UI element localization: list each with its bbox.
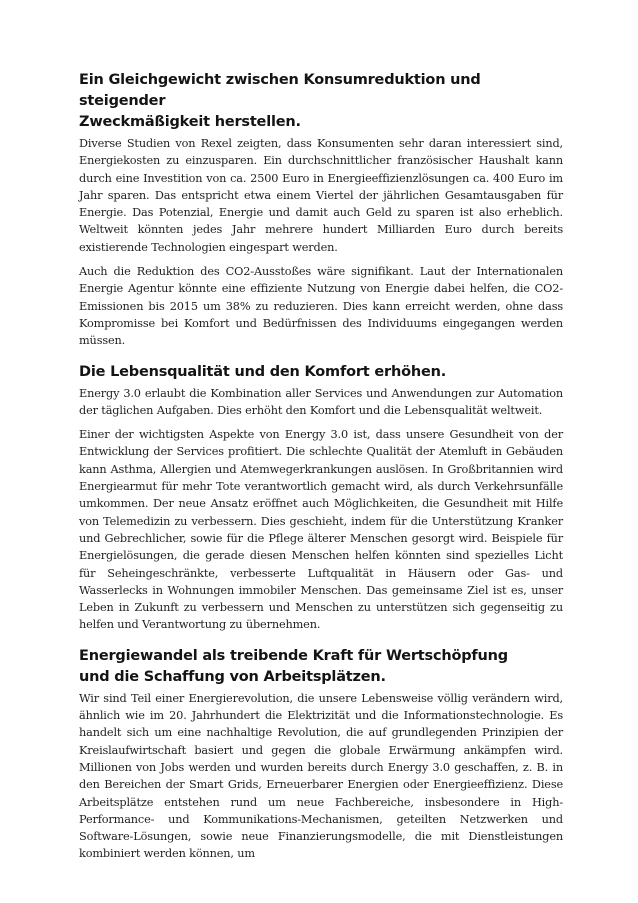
section-consumption-balance — [79, 70, 563, 350]
heading-line: Zweckmäßigkeit herstellen. — [79, 114, 301, 130]
section-heading — [79, 70, 563, 133]
paragraph: Wir sind Teil einer Energierevolution, die unsere Lebensweise völlig verändern wird, ähnlich wie im 20. Jahrhundert die Elektrizität und die Informationstechnologie. Es handelt sich um eine nachhaltige Revolution, die auf grundlegenden Prinzipien der Kreislaufwirtschaft basiert und gegen die globale Erwärmung ankämpfen wird. Millionen von Jobs werden und wurden bereits durch Energy 3.0 geschaffen, z. B. in den Bereichen der Smart Grids, Erneuerbarer Energien oder Energieeffizienz. Diese Arbeitsplätze entstehen rund um neue Fachbereiche, insbesondere in High-Performance- und Kommunikations-Mechanismen, geteilten Netzwerken und Software-Lösungen, sowie neue Finanzierungsmodelle, die mit Dienstleistungen kombiniert werden können, um — [79, 691, 563, 861]
section-quality-of-life — [79, 362, 563, 634]
paragraph: Energy 3.0 erlaubt die Kombination aller Services und Anwendungen zur Automation der täglichen Aufgaben. Dies erhöht den Komfort und die Lebensqualität weltweit. — [79, 386, 563, 417]
paragraph: Diverse Studien von Rexel zeigten, dass Konsumenten sehr daran interessiert sind, Energiekosten zu einzusparen. Ein durchschnittlicher französischer Haushalt kann durch eine Investition von ca. 2500 Euro in Energieeffizienzlösungen ca. 400 Euro im Jahr sparen. Das entspricht etwa einem Viertel der jährlichen Gesamtausgaben für Energie. Das Potenzial, Energie und damit auch Geld zu sparen ist also erheblich. Weltweit könnten jedes Jahr mehrere hundert Milliarden Euro durch bereits existierende Technologien eingespart werden. — [79, 137, 563, 254]
section-heading — [79, 646, 563, 688]
heading-line: Ein Gleichgewicht zwischen Konsumreduktion und steigender — [79, 72, 481, 109]
heading-line: Die Lebensqualität und den Komfort erhöhen. — [79, 363, 447, 380]
paragraph: Auch die Reduktion des CO2-Ausstoßes wäre signifikant. Laut der Internationalen Energie Agentur könnte eine effiziente Nutzung von Energie dabei helfen, die CO2-Emissionen bis 2015 um 38% zu reduzieren. Dies kann erreicht werden, ohne dass Kompromisse bei Komfort und Bedürfnissen des Individuums eingegangen werden müssen. — [79, 265, 563, 348]
paragraph: Einer der wichtigsten Aspekte von Energy 3.0 ist, dass unsere Gesundheit von der Entwicklung der Services profitiert. Die schlechte Qualität der Atemluft in Gebäuden kann Asthma, Allergien und Atemwegerkrankungen auslösen. In Großbritannien wird Energiearmut für mehr Tote verantwortlich gemacht wird, als durch Verkehrsunfälle umkommen. Der neue Ansatz eröffnet auch Möglichkeiten, die Gesundheit mit Hilfe von Telemedizin zu verbessern. Dies geschieht, indem für die Unterstützung Kranker und Gebrechlicher, sowie für die Pflege älterer Menschen gesorgt wird. Beispiele für Energielösungen, die gerade diesen Menschen helfen könnten sind spezielles Licht für Seheingeschränkte, verbesserte Luftqualität in Häusern oder Gas- und Wasserlecks in Wohnungen immobiler Menschen. Das gemeinsame Ziel ist es, unser Leben in Zukunft zu verbessern und Menschen zu unterstützen sich gegenseitig zu helfen und Verantwortung zu übernehmen. — [79, 428, 563, 632]
document-page — [79, 70, 563, 870]
section-heading — [79, 362, 563, 383]
heading-line: Energiewandel als treibende Kraft für Wertschöpfung — [79, 647, 508, 664]
section-energy-transition — [79, 646, 563, 863]
heading-line: und die Schaffung von Arbeitsplätzen. — [79, 668, 386, 685]
